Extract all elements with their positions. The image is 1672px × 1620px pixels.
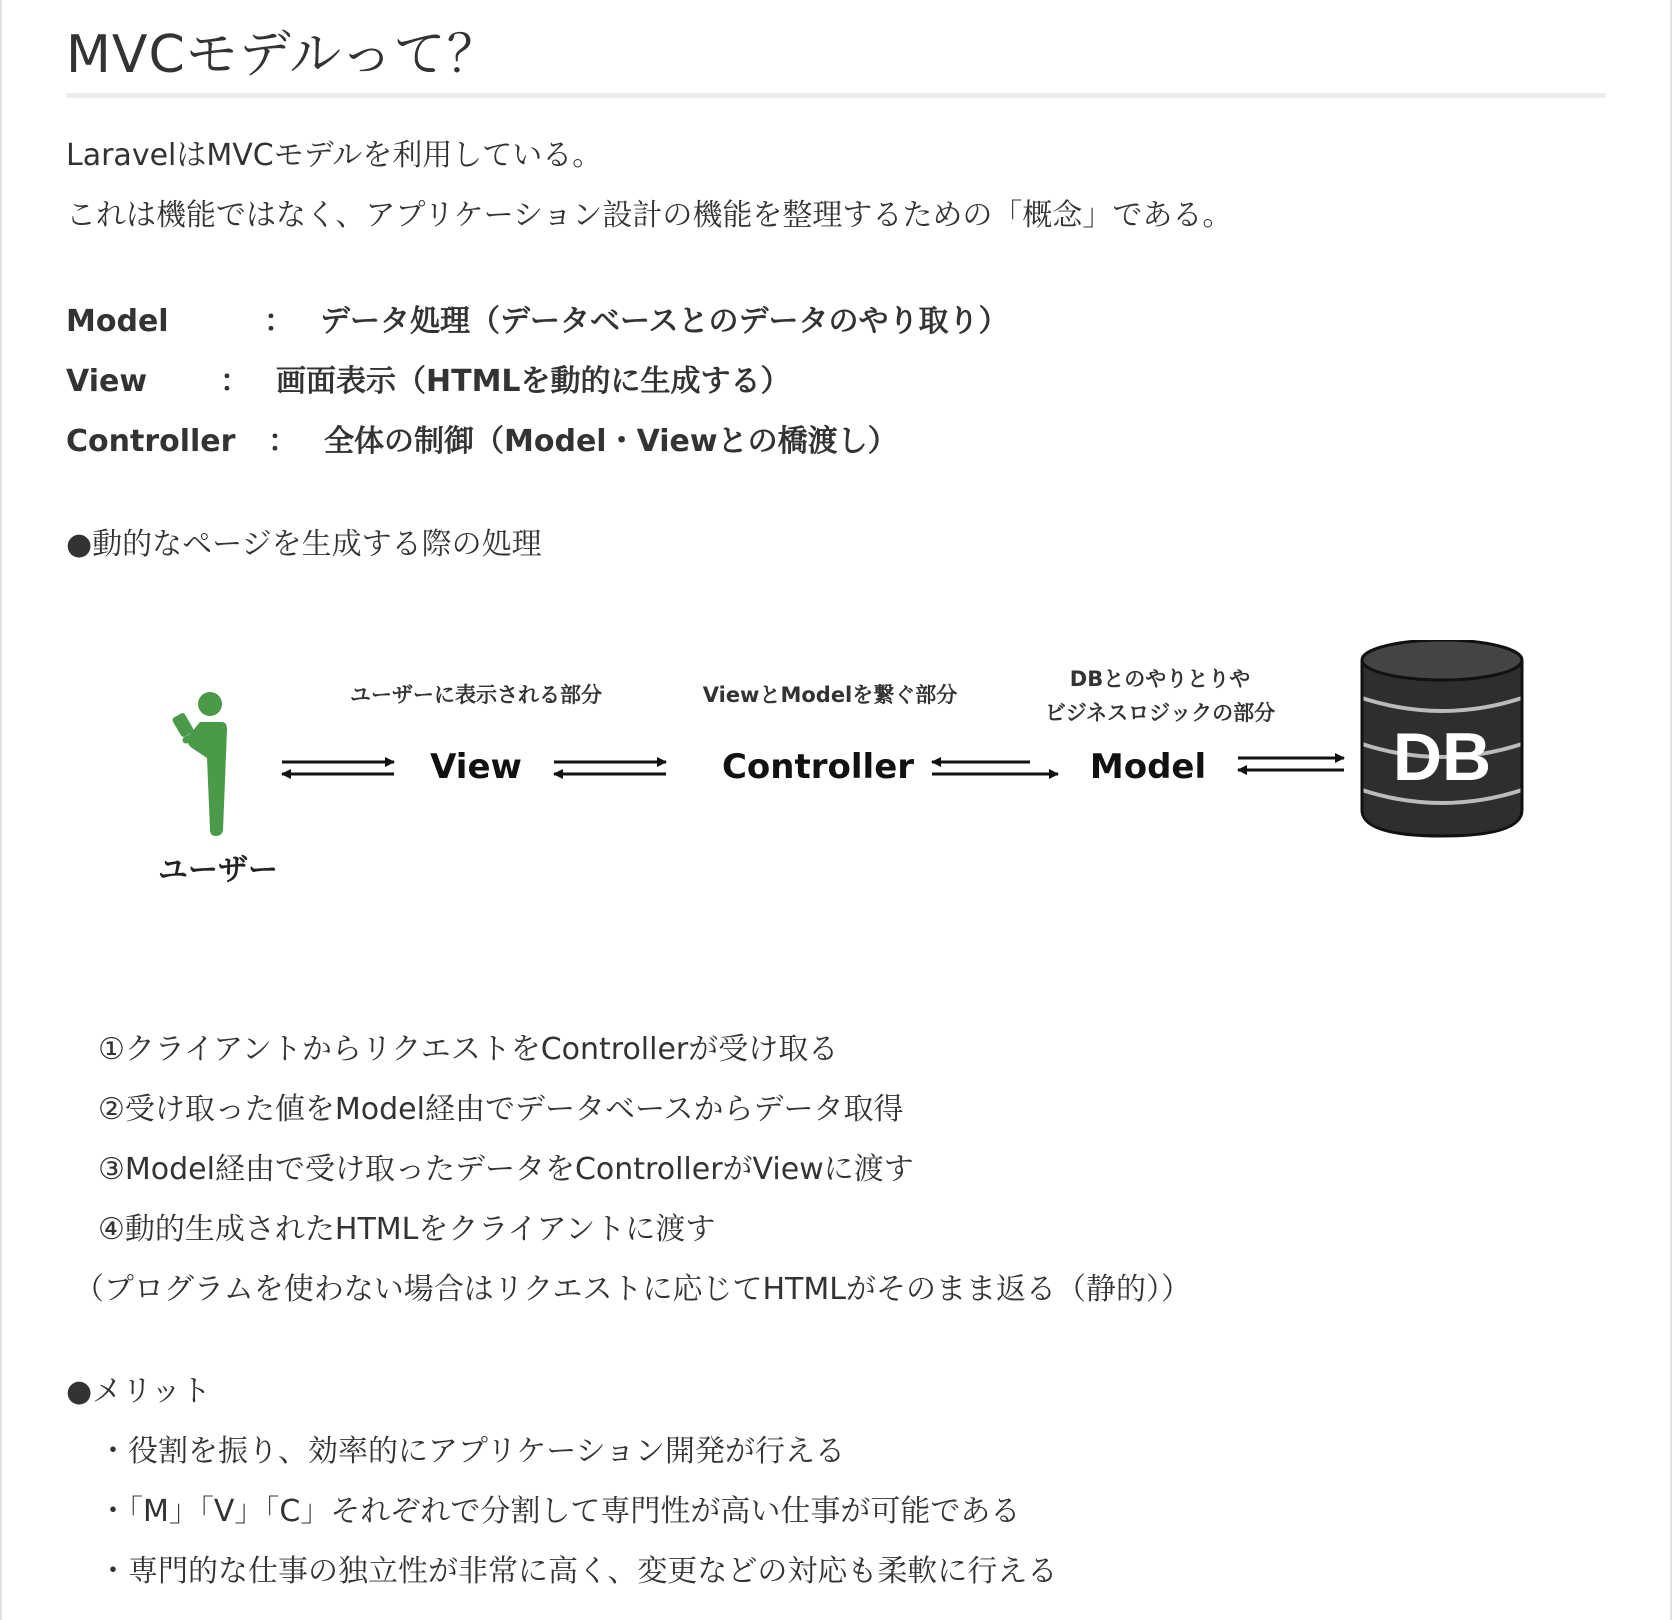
step-note: （プログラムを使わない場合はリクエストに応じてHTMLがそのまま返る（静的）） [74, 1272, 1191, 1307]
definition-colon: ： [220, 364, 250, 399]
definition-term: Controller [66, 424, 236, 459]
model-caption-line-1: DBとのやりとりや [1069, 667, 1251, 691]
definition-term: View [66, 364, 148, 399]
page-border-left [0, 0, 2, 1620]
person-with-phone-icon [171, 692, 227, 836]
merit-item-2: ・「M」「V」「C」それぞれで分割して専門性が高い仕事が可能である [98, 1494, 1021, 1529]
page-title: MVCモデルって？ [66, 25, 500, 85]
view-caption: ユーザーに表示される部分 [350, 683, 602, 707]
definition-desc: 全体の制御（Model・Viewとの橋渡し） [324, 424, 898, 459]
arrow-view-controller [554, 762, 666, 774]
step-4: ④動的生成されたHTMLをクライアントに渡す [98, 1212, 716, 1247]
step-2: ②受け取った値をModel経由でデータベースからデータ取得 [98, 1092, 904, 1127]
step-3: ③Model経由で受け取ったデータをControllerがViewに渡す [98, 1152, 914, 1187]
model-caption-line-2: ビジネスロジックの部分 [1044, 701, 1276, 725]
title-divider [66, 93, 1606, 98]
definition-desc: 画面表示（HTMLを動的に生成する） [276, 364, 791, 399]
definition-desc: データ処理（データベースとのデータのやり取り） [320, 304, 1009, 339]
controller-label: Controller [721, 747, 915, 787]
step-1: ①クライアントからリクエストをControllerが受け取る [98, 1032, 839, 1067]
section-heading-dynamic: ●動的なページを生成する際の処理 [66, 527, 542, 562]
model-label: Model [1089, 747, 1207, 787]
definition-colon: ： [264, 304, 294, 339]
definition-term: Model [66, 304, 169, 339]
mvc-diagram [130, 640, 1530, 920]
db-label: DB [1392, 719, 1492, 795]
view-label: View [430, 747, 522, 787]
arrow-controller-model [932, 762, 1058, 774]
arrow-user-view [282, 762, 394, 774]
user-label: ユーザー [158, 853, 278, 888]
arrow-model-db [1238, 758, 1344, 770]
merit-item-3: ・専門的な仕事の独立性が非常に高く、変更などの対応も柔軟に行える [98, 1554, 1058, 1589]
intro-line-1: LaravelはMVCモデルを利用している。 [66, 138, 603, 173]
controller-caption: ViewとModelを繋ぐ部分 [702, 683, 958, 707]
section-heading-merit: ●メリット [66, 1374, 211, 1409]
definition-colon: ： [268, 424, 298, 459]
intro-line-2: これは機能ではなく、アプリケーション設計の機能を整理するための「概念」である。 [66, 198, 1233, 233]
merit-item-1: ・役割を振り、効率的にアプリケーション開発が行える [98, 1434, 845, 1469]
